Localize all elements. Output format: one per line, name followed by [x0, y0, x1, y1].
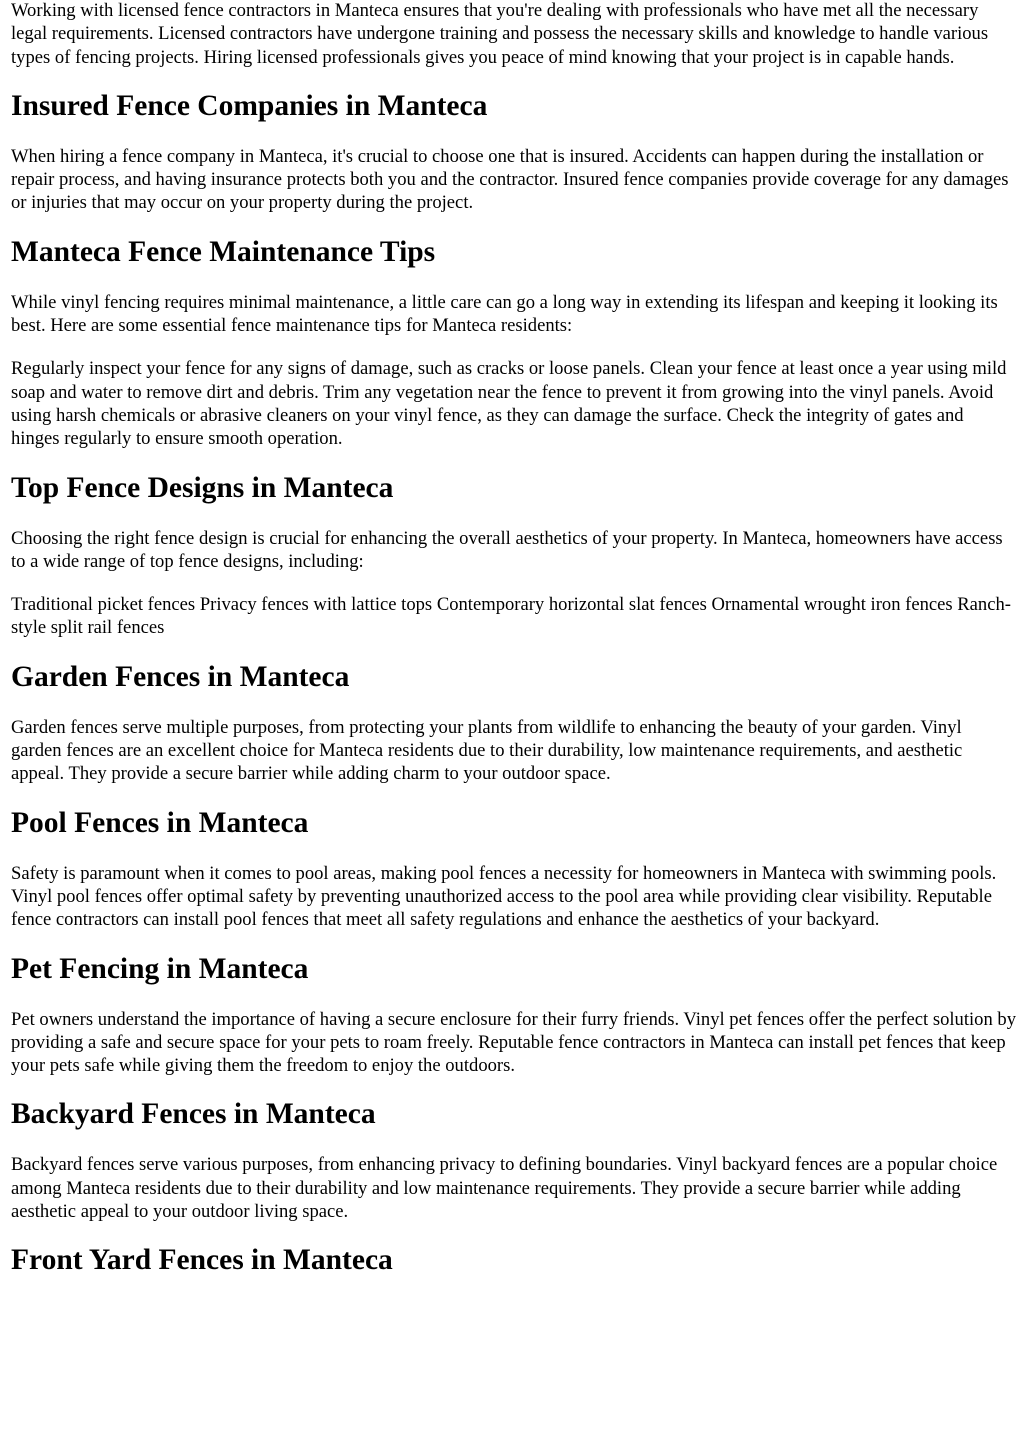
paragraph-fence-designs-list: Traditional picket fences Privacy fences with lattice tops Contemporary horizontal slat fences Ornamental wrought iron fences Ranch-style split rail fences: [11, 594, 1011, 639]
paragraph-pool-fences: Safety is paramount when it comes to pool areas, making pool fences a necessity for homeowners in Manteca with swimming pools. Vinyl pool fences offer optimal safety by preventing unauthorized access to the pool area while providing clear visibility. Reputable fence contractors can install pool fences that meet all safety regulations and enhance the aesthetics of your backyard.: [11, 862, 997, 931]
heading-pet-fencing: Pet Fencing in Manteca: [11, 952, 309, 985]
paragraph-maintenance-tips-list: Regularly inspect your fence for any signs of damage, such as cracks or loose panels. Clean your fence at least once a year using mild soap and water to remove dirt and debris. Trim any vegetation near the fence to prevent it from growing into the vinyl panels. Avoid using harsh chemicals or abrasive cleaners on your vinyl fence, as they can damage the surface. Check the integrity of gates and hinges regularly to ensure smooth operation.: [11, 358, 1007, 450]
paragraph-pet-fencing: Pet owners understand the importance of having a secure enclosure for their furry friends. Vinyl pet fences offer the perfect solution by providing a safe and secure space for your pets to roam freely. Reputable fence contractors in Manteca can install pet fences that keep your pets safe while giving them the freedom to enjoy the outdoors.: [11, 1008, 1017, 1077]
heading-top-fence-designs: Top Fence Designs in Manteca: [11, 471, 394, 504]
intro-paragraph: Working with licensed fence contractors in Manteca ensures that you're dealing with professionals who have met all the necessary legal requirements. Licensed contractors have undergone training and possess the necessary skills and knowledge to handle various types of fencing projects. Hiring licensed professionals gives you peace of mind knowing that your project is in capable hands.: [11, 0, 989, 68]
heading-backyard-fences: Backyard Fences in Manteca: [11, 1098, 376, 1131]
paragraph-backyard-fences: Backyard fences serve various purposes, from enhancing privacy to defining boundaries. Vinyl backyard fences are a popular choice among Manteca residents due to their durability and low maintenance requirements. They provide a secure barrier while adding aesthetic appeal to your outdoor living space.: [11, 1154, 998, 1223]
paragraph-insured-fence-companies: When hiring a fence company in Manteca, it's crucial to choose one that is insured. Accidents can happen during the installation or repair process, and having insurance protects both you and the contractor. Insured fence companies provide coverage for any damages or injuries that may occur on your property during the project.: [11, 145, 1009, 214]
heading-pool-fences: Pool Fences in Manteca: [11, 806, 309, 839]
paragraph-fence-designs-intro: Choosing the right fence design is crucial for enhancing the overall aesthetics of your property. In Manteca, homeowners have access to a wide range of top fence designs, including:: [11, 527, 1003, 572]
heading-insured-fence-companies: Insured Fence Companies in Manteca: [11, 89, 488, 122]
heading-fence-maintenance-tips: Manteca Fence Maintenance Tips: [11, 235, 436, 268]
heading-garden-fences: Garden Fences in Manteca: [11, 660, 350, 693]
paragraph-garden-fences: Garden fences serve multiple purposes, from protecting your plants from wildlife to enhancing the beauty of your garden. Vinyl garden fences are an excellent choice for Manteca residents due to their durability, low maintenance requirements, and aesthetic appeal. They provide a secure barrier while adding charm to your outdoor space.: [11, 716, 963, 785]
heading-front-yard-fences: Front Yard Fences in Manteca: [11, 1244, 393, 1277]
paragraph-maintenance-intro: While vinyl fencing requires minimal maintenance, a little care can go a long way in extending its lifespan and keeping it looking its best. Here are some essential fence maintenance tips for Manteca residents:: [11, 291, 998, 337]
